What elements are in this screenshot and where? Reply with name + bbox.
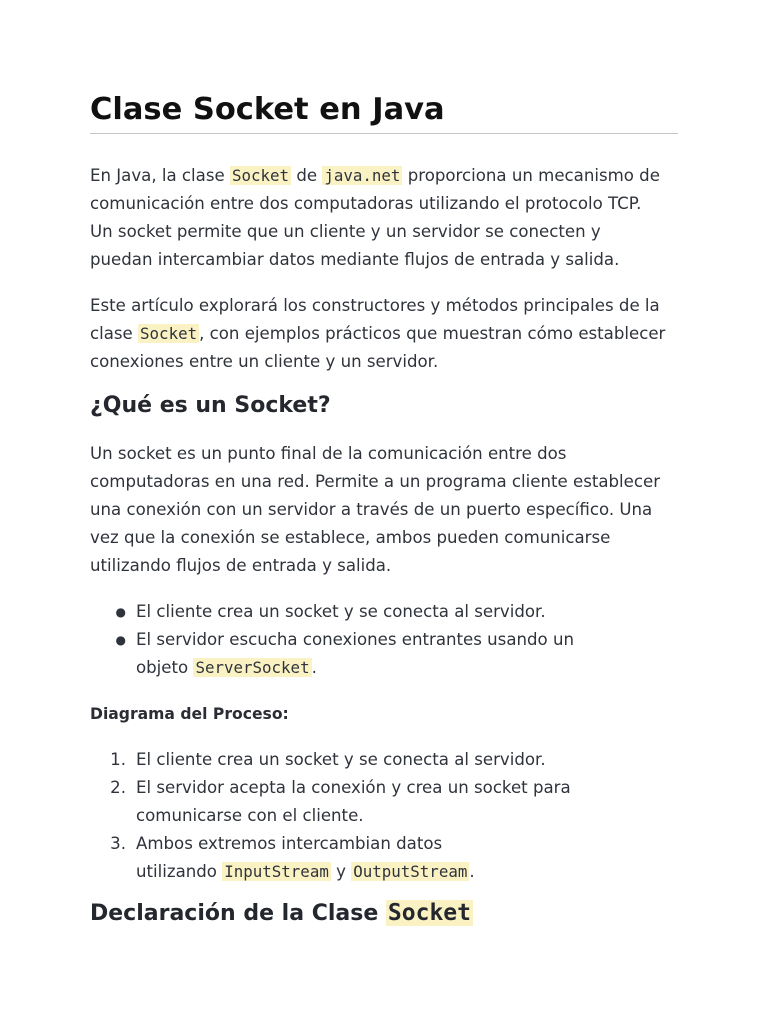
code-outputstream: OutputStream [353,862,468,881]
definition-line: una conexión con un servidor a través de un puerto específico. Una [90,500,653,519]
list-number: 1. [110,750,126,769]
list-item-text: El servidor escucha conexiones entrantes usando un [136,630,574,649]
overview-paragraph [90,292,678,376]
list-item [90,746,678,774]
list-item [90,598,678,626]
overview-line-3: conexiones entre un cliente y un servidor. [90,352,439,371]
page-title: Clase Socket en Java [90,92,445,127]
heading-text: Declaración de la Clase [90,901,386,926]
intro-line-4: puedan intercambiar datos mediante flujos de entrada y salida. [90,250,620,269]
numbered-list [90,746,678,886]
diagram-label: Diagrama del Proceso: [90,705,289,723]
overview-line-1: Este artículo explorará los constructores y métodos principales de la [90,296,660,315]
code-java-net: java.net [324,166,401,185]
intro-paragraph [90,162,678,274]
definition-line: computadoras en una red. Permite a un programa cliente establecer [90,472,661,491]
list-item [90,830,678,886]
code-socket: Socket [140,324,198,343]
text-segment: utilizando [136,862,223,881]
list-item-text: comunicarse con el cliente. [136,806,364,825]
intro-line-3: Un socket permite que un cliente y un servidor se conecten y [90,222,601,241]
list-number: 2. [110,778,126,797]
text-segment: . [311,658,317,677]
list-item-text: Ambos extremos intercambian datos [136,834,443,853]
text-segment: y [330,862,352,881]
list-item [90,626,678,682]
text-segment: proporciona un mecanismo de [402,166,660,185]
section-heading-declaracion [90,898,473,929]
intro-line-2: comunicación entre dos computadoras utilizando el protocolo TCP. [90,194,642,213]
overview-line-2 [90,320,678,348]
text-segment: , con ejemplos prácticos que muestran cómo establecer [199,324,666,343]
list-number: 3. [110,834,126,853]
text-segment: clase [90,324,139,343]
text-segment: En Java, la clase [90,166,230,185]
section-heading-que-es: ¿Qué es un Socket? [90,393,331,418]
list-item-text [136,654,678,682]
bullet-icon: ● [115,633,126,647]
list-item-text [136,858,678,886]
definition-line: Un socket es un punto final de la comunicación entre dos [90,444,567,463]
list-item-text: El cliente crea un socket y se conecta al servidor. [136,750,546,769]
list-item [90,774,678,830]
title-divider [90,133,678,134]
text-segment: . [469,862,475,881]
list-item-text: El servidor acepta la conexión y crea un socket para [136,778,571,797]
intro-line-1 [90,162,678,190]
code-socket: Socket [231,166,290,185]
bullet-list [90,598,678,682]
code-inputstream: InputStream [224,862,329,881]
list-item-text: El cliente crea un socket y se conecta al servidor. [136,602,546,621]
definition-line: utilizando flujos de entrada y salida. [90,556,392,575]
socket-definition-paragraph [90,440,678,580]
text-segment: de [291,166,323,185]
code-socket-heading: Socket [387,900,471,926]
bullet-icon: ● [115,605,126,619]
definition-line: vez que la conexión se establece, ambos pueden comunicarse [90,528,611,547]
code-serversocket: ServerSocket [195,658,310,677]
text-segment: objeto [136,658,194,677]
